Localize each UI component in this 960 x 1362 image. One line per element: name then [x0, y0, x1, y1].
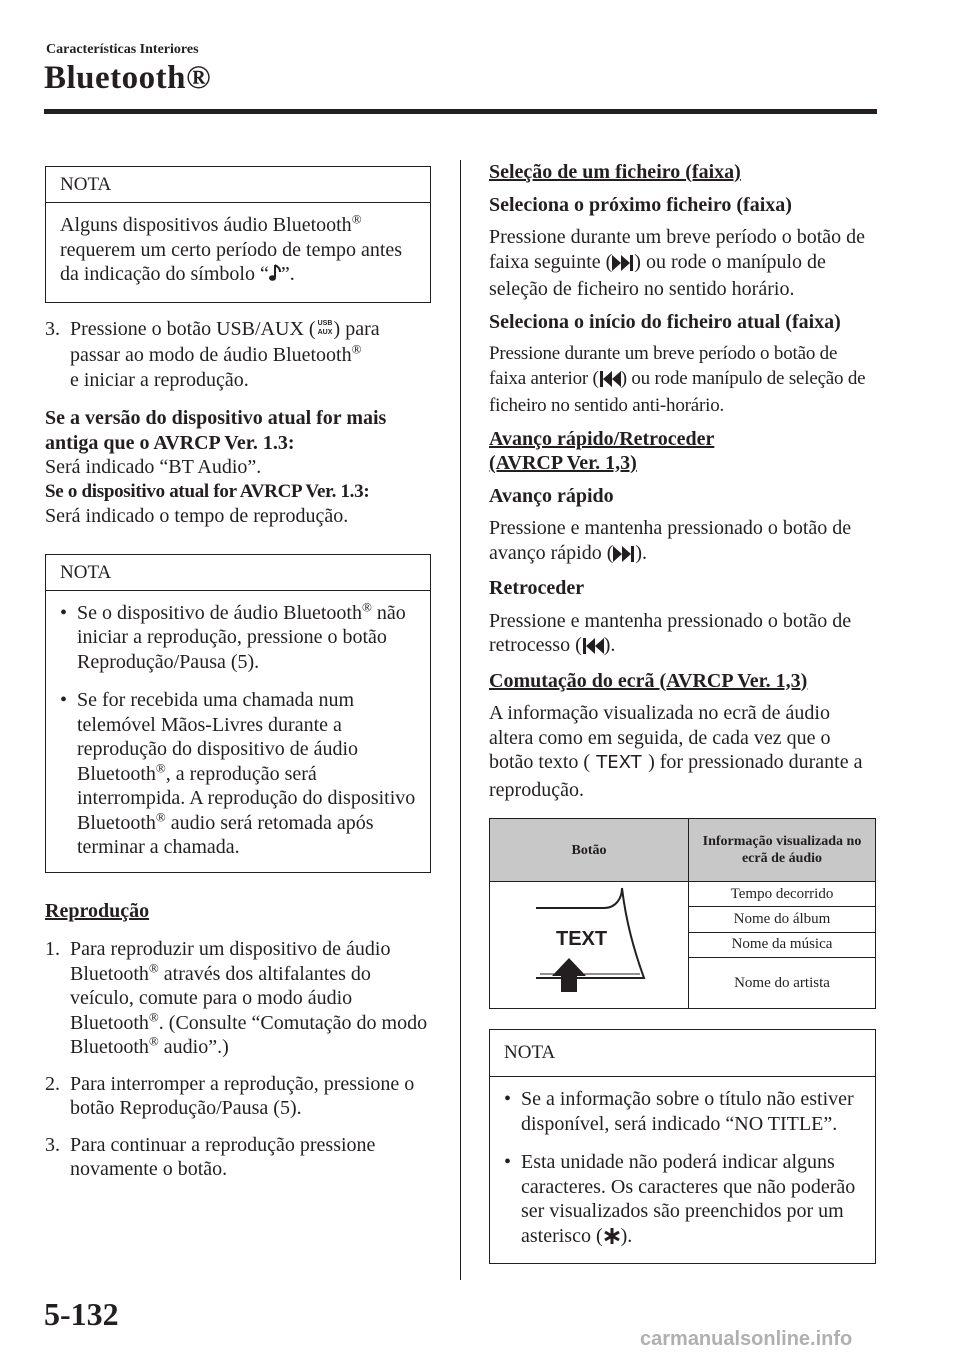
nota-bullet: • Se o dispositivo de áudio Bluetooth® não iniciar a reprodução, pressione o botão Reprodução/Pausa (5). [60, 598, 406, 673]
repro-step-3: 3. Para continuar a reprodução pressione novamente o botão. [45, 1133, 376, 1180]
table-row: Nome da música [689, 932, 876, 957]
step-3: 3. Pressione o botão USB/AUX ( USB AUX ) para passar ao modo de áudio Bluetooth® e iniciar a reprodução. [45, 317, 380, 391]
display-switch-heading: Comutação do ecrã (AVRCP Ver. 1,3) [489, 669, 808, 692]
nota-bullet: • Se for recebida uma chamada num telemóvel Mãos-Livres durante a reprodução do dispositivo de áudio Bluetooth®, a reprodução será interrompida. A reprodução do dispositivo Bluetooth® audio será retomada após terminar a chamada. [60, 689, 416, 858]
svg-text:TEXT: TEXT [556, 928, 608, 950]
display-info-table [489, 818, 876, 1009]
v13-text: Será indicado o tempo de reprodução. [45, 505, 349, 527]
rewind-icon [582, 636, 604, 661]
start-file-text: Pressione durante um breve período o botão de faixa anterior ( ) ou rode manípulo de seleção de ficheiro no sentido anti-horário. [489, 343, 866, 416]
nota-heading: NOTA [46, 167, 430, 203]
ff-heading: Avanço rápido [489, 484, 614, 507]
rw-heading: Retroceder [489, 577, 585, 599]
older-version-text: Será indicado “BT Audio”. [45, 456, 262, 478]
page-title: Bluetooth® [44, 60, 212, 96]
table-row: Tempo decorrido [689, 882, 876, 907]
text-button-icon [590, 753, 648, 778]
nota-bullet: • Se a informação sobre o título não estiver disponível, será indicado “NO TITLE”. [504, 1088, 854, 1135]
ff-text: Pressione e mantenha pressionado o botão de avanço rápido ( ). [489, 516, 876, 568]
rw-text: Pressione e mantenha pressionado o botão de retrocesso ( ). [489, 609, 876, 661]
nota-box-2 [45, 554, 431, 873]
nota-bullet: • Esta unidade não poderá indicar alguns caracteres. Os caracteres que não poderão ser visualizados são preenchidos por um asterisco ( ). [504, 1150, 861, 1251]
previous-track-icon [599, 370, 621, 395]
repro-step-1: 1. Para reproduzir um dispositivo de áudio Bluetooth® através dos altifalantes do veículo, comute para o modo áudio Bluetooth®. (Consulte “Comutação do modo Bluetooth® audio”.) [45, 938, 428, 1058]
page-number: 5-132 [44, 1296, 119, 1332]
table-row: Nome do álbum [689, 907, 876, 932]
v13-heading: Se o dispositivo atual for AVRCP Ver. 1.3: [45, 480, 370, 502]
header-rule [44, 109, 877, 114]
music-note-icon [269, 263, 281, 290]
selection-heading: Seleção de um ficheiro (faixa) [489, 161, 741, 183]
right-column [489, 160, 876, 1264]
left-column [45, 166, 431, 1182]
watermark: carmanualsonline.info [640, 1328, 853, 1350]
next-file-text: Pressione durante um breve período o botão de faixa seguinte ( ) ou rode o manípulo de seleção de ficheiro no sentido horário. [489, 226, 866, 300]
next-track-icon [612, 253, 634, 278]
nota-box-1 [45, 166, 431, 303]
reproducao-heading: Reprodução [45, 899, 150, 922]
nota-text: Alguns dispositivos áudio Bluetooth® requerem um certo período de tempo antes da indicação do símbolo “ ”. [60, 213, 416, 290]
column-divider [460, 160, 461, 1280]
table-header-info: Informação visualizada no ecrã de áudio [689, 819, 876, 882]
svg-text:USB: USB [317, 319, 332, 327]
nota-heading: NOTA [46, 555, 430, 591]
text-button-illustration [490, 882, 689, 1009]
asterisk-icon [603, 1227, 621, 1252]
nota-heading: NOTA [490, 1030, 875, 1077]
display-switch-text: A informação visualizada no ecrã de áudio altera como em seguida, de cada vez que o botão texto ( TEXT ) for pressionado durante a reprodução. [489, 702, 863, 801]
svg-text:TEXT: TEXT [596, 753, 642, 771]
nota-box-3 [489, 1029, 876, 1264]
text-button-drawing [494, 882, 684, 1002]
next-file-heading: Seleciona o próximo ficheiro (faixa) [489, 193, 792, 216]
older-version-heading: Se a versão do dispositivo atual for mais antiga que o AVRCP Ver. 1.3: [45, 407, 387, 454]
table-row: Nome do artista [689, 958, 876, 1009]
fast-forward-icon [613, 544, 635, 569]
svg-text:AUX: AUX [317, 328, 332, 336]
start-file-heading: Seleciona o início do ficheiro atual (faixa) [489, 310, 841, 333]
ff-rw-heading: Avanço rápido/Retroceder (AVRCP Ver. 1,3) [489, 427, 715, 474]
table-header-button: Botão [490, 819, 689, 882]
usb-aux-icon [316, 317, 334, 344]
repro-step-2: 2. Para interromper a reprodução, pressione o botão Reprodução/Pausa (5). [45, 1072, 415, 1119]
section-label: Características Interiores [46, 42, 199, 57]
